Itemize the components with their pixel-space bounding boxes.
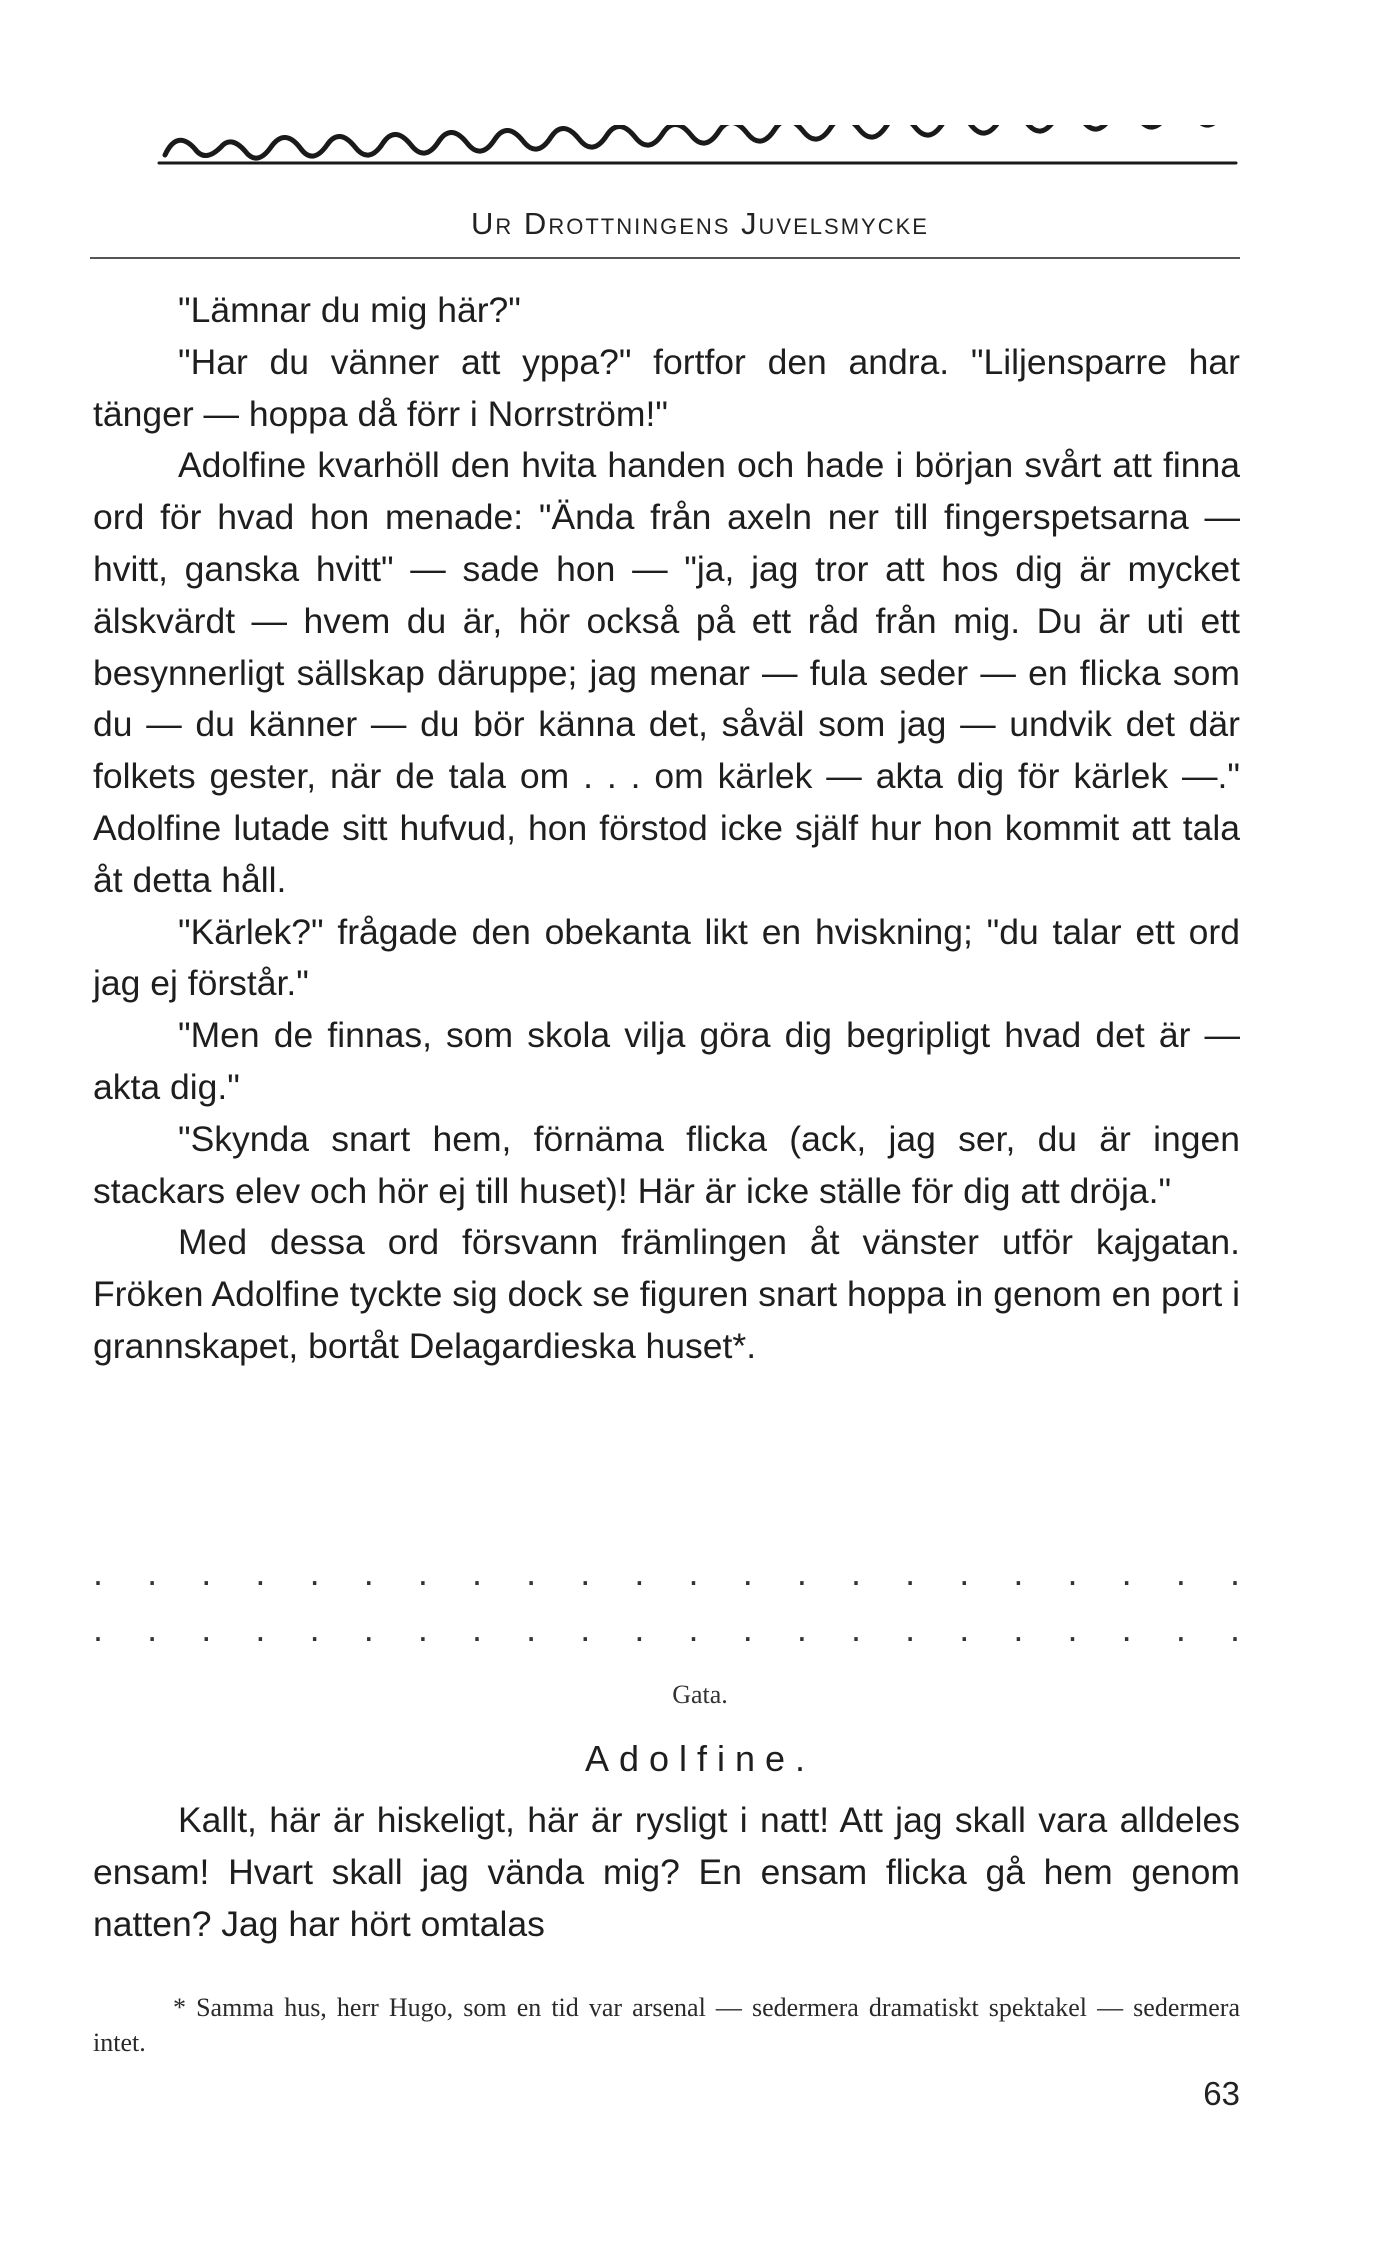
decorative-ornament-band (155, 125, 1240, 177)
ellipsis-divider: . . . . . . . . . . . . . . . . . . . . . . (93, 1552, 1240, 1593)
paragraph: "Lämnar du mig här?" (178, 290, 521, 330)
speaker-name: Adolfine. (584, 1738, 816, 1779)
paragraph: Med dessa ord försvann främlingen åt vänster utför kajgatan. Fröken Adolfine tyckte sig dock se figuren snart hoppa in genom en port i grannskapet, bortåt Delagardieska huset*. (93, 1222, 1240, 1366)
paragraph: "Skynda snart hem, förnäma flicka (ack, jag ser, du är ingen stackars elev och hör ej till huset)! Här är icke ställe för dig att dröja." (93, 1118, 1240, 1211)
monologue-text (93, 1795, 1240, 1950)
ellipsis-divider: . . . . . . . . . . . . . . . . . . . . . . (93, 1608, 1240, 1649)
paragraph: Kallt, här är hiskeligt, här är rysligt i natt! Att jag skall vara alldeles ensam! Hvart skall jag vända mig? En ensam flicka gå hem genom natten? Jag har hört omtalas (93, 1800, 1240, 1944)
body-text (93, 285, 1240, 1373)
header-rule (90, 257, 1240, 259)
ornament-scroll-icon (155, 125, 1240, 177)
paragraph: Adolfine kvarhöll den hvita handen och hade i början svårt att finna ord för hvad hon menade: "Ända från axeln ner till fingerspetsarna — hvitt, ganska hvitt" — sade hon — "ja, jag tror att hos dig är mycket älskvärdt — hvem du är, hör också på ett råd från mig. Du är uti ett besynnerligt sällskap däruppe; jag menar — fula seder — en flicka som du — du känner — du bör känna det, såväl som jag — undvik det där folkets gester, när de tala om . . . om kärlek — akta dig för kärlek —." Adolfine lutade sitt hufvud, hon förstod icke själf hur hon kommit att tala åt detta håll. (93, 445, 1240, 900)
page-number: 63 (1203, 2075, 1240, 2112)
paragraph: "Men de finnas, som skola vilja göra dig begripligt hvad det är — akta dig." (93, 1015, 1240, 1107)
scene-label: Gata. (672, 1680, 728, 1709)
paragraph: "Kärlek?" frågade den obekanta likt en hviskning; "du talar ett ord jag ej förstår." (93, 911, 1240, 1004)
footnote (93, 1990, 1240, 2060)
paragraph: "Har du vänner att yppa?" fortfor den andra. "Liljensparre har tänger — hoppa då förr i Norrström!" (93, 341, 1240, 434)
running-head: Ur Drottningens Juvelsmycke (471, 206, 929, 241)
footnote-text: * Samma hus, herr Hugo, som en tid var arsenal — sedermera dramatiskt spektakel — sedermera intet. (93, 1993, 1240, 2057)
